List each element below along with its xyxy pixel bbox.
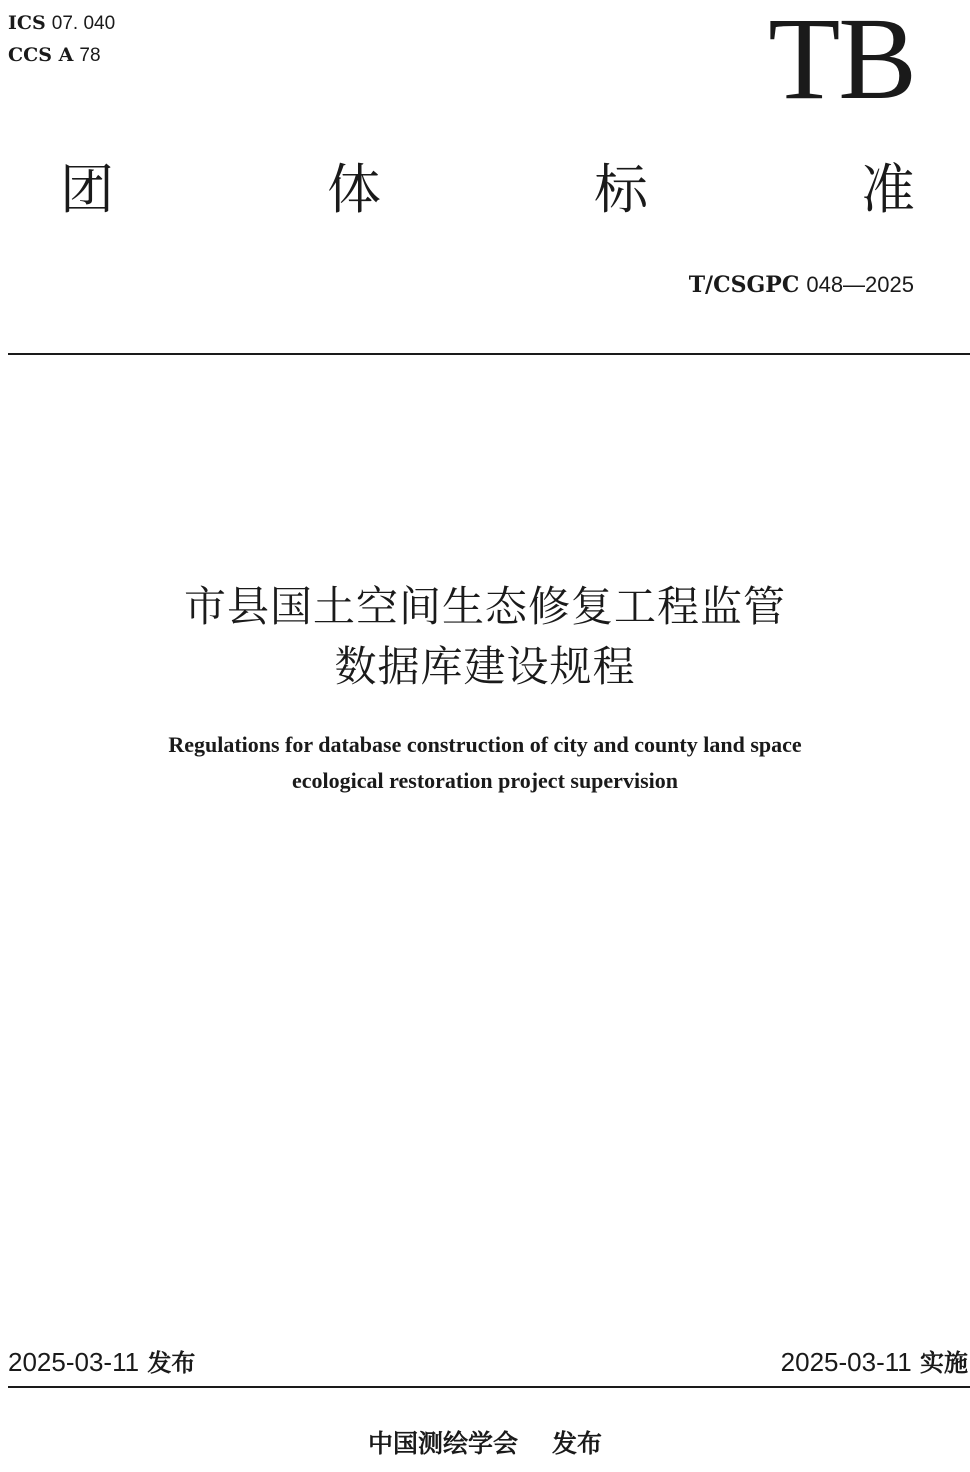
publisher-name: 中国测绘学会 [367, 1429, 518, 1458]
ccs-label: CCS A [8, 44, 74, 66]
ccs-code [8, 44, 101, 67]
title-cn-line-2: 数据库建设规程 [334, 642, 636, 691]
title-cn-line-1: 市县国土空间生态修复工程监管 [183, 582, 786, 631]
ics-code [8, 12, 115, 35]
ccs-value: 78 [79, 45, 101, 66]
issue-date-label: 发布 [147, 1349, 196, 1377]
implementation-date [781, 1344, 968, 1381]
standard-number [689, 272, 914, 298]
publisher [0, 1424, 970, 1464]
issue-date-value: 2025-03-11 [8, 1347, 140, 1377]
publisher-action: 发布 [552, 1429, 603, 1458]
category-char-1: 团 [60, 158, 114, 221]
ics-value: 07. 040 [51, 13, 116, 34]
top-divider [8, 353, 970, 355]
standard-number-code: 048—2025 [806, 272, 914, 297]
ics-label: ICS [8, 12, 46, 34]
title-en-line-1: Regulations for database construction of city and county land space [168, 732, 802, 757]
implementation-date-value: 2025-03-11 [780, 1347, 912, 1377]
implementation-date-label: 实施 [920, 1349, 968, 1377]
category-char-2: 体 [327, 158, 381, 221]
issue-date [8, 1344, 195, 1381]
category-char-3: 标 [594, 158, 648, 221]
standard-number-prefix: T/CSGPC [688, 272, 800, 298]
bottom-divider [8, 1386, 970, 1388]
title-en-line-2: ecological restoration project supervision [292, 768, 678, 793]
tb-logo: TB [768, 0, 915, 124]
standard-category [60, 158, 915, 228]
category-char-4: 准 [861, 158, 915, 221]
